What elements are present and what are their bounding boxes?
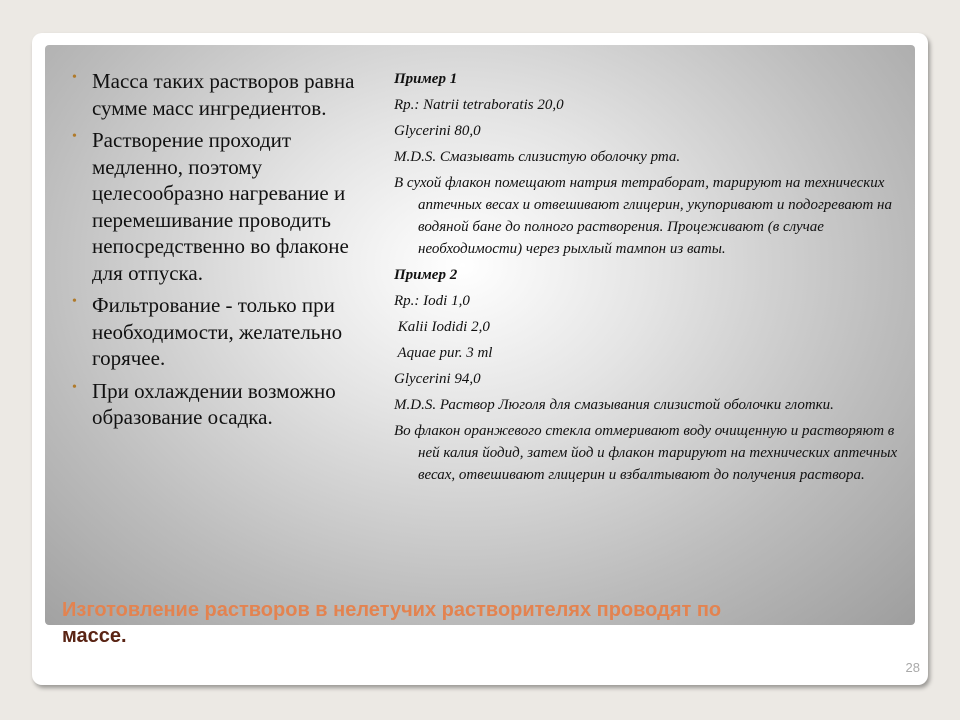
- bullet-item: [70, 68, 370, 121]
- bullet-icon: •: [72, 294, 77, 309]
- example1-line: M.D.S. Смазывать слизистую оболочку рта.: [394, 149, 681, 165]
- bullet-icon: •: [72, 379, 77, 395]
- example1-heading: Пример 1: [394, 71, 458, 87]
- bullet-icon: •: [72, 70, 77, 85]
- example2-line: Rp.: Iodi 1,0: [394, 293, 470, 309]
- bullet-item: [70, 292, 370, 372]
- example1-description: В сухой флакон помещают натрия тетраборат, тарируют на технических аптечных весах и отвешивают глицерин, укупоривают и подогревают на водяной бане до полного растворения. Процеживают (в случае необходимости) через рыхлый тампон из ваты.: [394, 175, 892, 257]
- example2-heading: Пример 2: [394, 267, 458, 283]
- example2-signa: M.D.S. Раствор Люголя для смазывания слизистой оболочки глотки.: [394, 397, 834, 413]
- example1-line: Rp.: Natrii tetraboratis 20,0: [394, 97, 564, 113]
- example2-line: Glycerini 94,0: [394, 371, 481, 387]
- bullet-list: [70, 68, 370, 437]
- bullet-icon: •: [72, 129, 77, 144]
- example2-line: Kalii Iodidi 2,0: [394, 319, 490, 335]
- bullet-item: [70, 378, 370, 431]
- slide-title: [62, 597, 882, 649]
- bullet-text: Масса таких растворов равна сумме масс ингредиентов.: [92, 69, 355, 120]
- bullet-text: Растворение проходит медленно, поэтому целесообразно нагревание и перемешивание проводить непосредственно во флаконе для отпуска.: [92, 128, 349, 285]
- slide-title-line1: Изготовление растворов в нелетучих растворителях проводят по: [62, 599, 722, 621]
- bullet-text: При охлаждении возможно образование осадка.: [92, 378, 336, 429]
- slide-title-line2: массе.: [62, 625, 127, 647]
- bullet-text: Фильтрование - только при необходимости, желательно горячее.: [92, 293, 343, 370]
- page-number: 28: [905, 660, 920, 675]
- example2-description: Во флакон оранжевого стекла отмеривают воду очищенную и растворяют в ней калия йодид, затем йод и флакон тарируют на технических аптечных весах, отвешивают глицерин и взбалтывают до получения раствора.: [394, 423, 898, 483]
- example1-line: Glycerini 80,0: [394, 123, 481, 139]
- bullet-item: [70, 127, 370, 286]
- example2-line: Aquae pur. 3 ml: [394, 345, 493, 361]
- examples-column: [394, 68, 914, 490]
